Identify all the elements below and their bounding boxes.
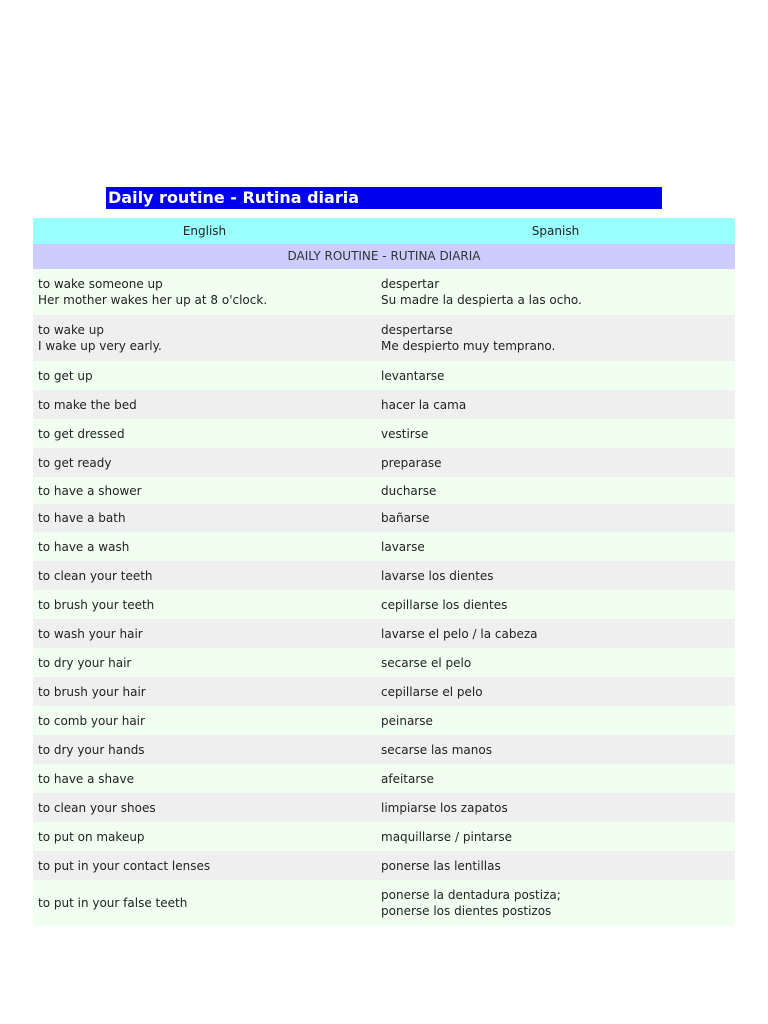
table-row [33,822,735,851]
english-term: to clean your teeth [38,568,153,583]
spanish-example: Su madre la despierta a las ocho. [381,293,582,307]
spanish-cell [381,455,735,471]
spanish-cell [381,713,735,729]
table-row [33,793,735,822]
english-term: to have a shower [38,483,142,498]
spanish-cell [381,771,735,787]
english-cell [33,895,381,911]
table-row [33,361,735,390]
spanish-cell [381,655,735,671]
english-term: to dry your hands [38,742,145,757]
spanish-term: despertar [381,277,440,291]
table-row [33,851,735,880]
english-term: to have a wash [38,539,130,554]
english-cell [33,800,381,816]
spanish-cell [381,829,735,845]
table-row [33,764,735,793]
english-cell [33,597,381,613]
table-row [33,677,735,706]
table-row [33,448,735,477]
spanish-cell [381,568,735,584]
spanish-term: hacer la cama [381,397,467,412]
table-row [33,561,735,590]
english-term: to put in your false teeth [38,896,188,910]
english-cell [33,858,381,874]
table-row [33,880,735,926]
english-term: to clean your shoes [38,800,156,815]
english-example: Her mother wakes her up at 8 o'clock. [38,293,268,307]
table-body [33,269,735,926]
page-title: Daily routine - Rutina diaria [106,187,662,209]
english-term: to put in your contact lenses [38,858,211,873]
english-cell [33,713,381,729]
english-cell [33,655,381,671]
spanish-example: Me despierto muy temprano. [381,339,556,353]
spanish-term: cepillarse el pelo [381,684,483,699]
english-term: to brush your teeth [38,597,155,612]
spanish-term: levantarse [381,368,445,383]
spanish-cell [381,368,735,384]
spanish-cell [381,483,735,499]
table-row [33,706,735,735]
spanish-term: ponerse las lentillas [381,858,501,873]
table-row [33,390,735,419]
english-term: to have a bath [38,511,126,525]
spanish-cell [381,684,735,700]
spanish-cell [381,539,735,555]
spanish-cell [381,742,735,758]
table-row [33,477,735,504]
vocabulary-table [33,218,735,926]
table-row [33,648,735,677]
english-cell [33,455,381,471]
table-row [33,315,735,361]
spanish-term: peinarse [381,713,433,728]
table-row [33,419,735,448]
english-term: to dry your hair [38,655,132,670]
english-term: to get dressed [38,426,125,441]
spanish-cell [381,858,735,874]
english-cell [33,568,381,584]
english-term: to wake up [38,323,104,337]
spanish-cell [381,800,735,816]
section-header: DAILY ROUTINE - RUTINA DIARIA [33,244,735,269]
spanish-cell [381,397,735,413]
spanish-cell [381,887,735,919]
spanish-cell [381,510,735,526]
english-cell [33,397,381,413]
column-header-spanish: Spanish [531,224,580,238]
spanish-term: secarse las manos [381,742,492,757]
spanish-term: maquillarse / pintarse [381,829,513,844]
english-cell [33,322,381,354]
table-row [33,532,735,561]
english-example: I wake up very early. [38,339,162,353]
english-term: to comb your hair [38,713,145,728]
english-term: to brush your hair [38,684,146,699]
spanish-term: afeitarse [381,771,434,786]
english-cell [33,626,381,642]
english-term: to have a shave [38,771,134,786]
english-term: to make the bed [38,397,137,412]
spanish-cell [381,626,735,642]
spanish-term: preparase [381,455,442,470]
column-header-english: English [182,224,227,238]
table-row [33,269,735,315]
spanish-term: ducharse [381,483,437,498]
spanish-term: lavarse el pelo / la cabeza [381,626,538,641]
table-header [33,218,735,244]
english-cell [33,510,381,526]
spanish-term: cepillarse los dientes [381,597,508,612]
english-term: to get up [38,368,93,383]
english-cell [33,829,381,845]
spanish-example: ponerse los dientes postizos [381,904,552,918]
english-term: to put on makeup [38,829,145,844]
english-term: to get ready [38,455,112,470]
spanish-term: ponerse la dentadura postiza; [381,888,561,902]
spanish-term: limpiarse los zapatos [381,800,508,815]
english-cell [33,368,381,384]
spanish-term: despertarse [381,323,453,337]
english-cell [33,771,381,787]
spanish-cell [381,597,735,613]
english-cell [33,539,381,555]
spanish-term: lavarse [381,539,425,554]
spanish-term: bañarse [381,511,430,525]
english-cell [33,742,381,758]
table-row [33,619,735,648]
spanish-cell [381,322,735,354]
english-cell [33,276,381,308]
spanish-cell [381,426,735,442]
english-cell [33,483,381,499]
spanish-term: lavarse los dientes [381,568,494,583]
spanish-term: vestirse [381,426,429,441]
english-cell [33,684,381,700]
english-cell [33,426,381,442]
english-term: to wake someone up [38,277,163,291]
spanish-cell [381,276,735,308]
table-row [33,504,735,532]
spanish-term: secarse el pelo [381,655,472,670]
table-row [33,735,735,764]
english-term: to wash your hair [38,626,143,641]
table-row [33,590,735,619]
